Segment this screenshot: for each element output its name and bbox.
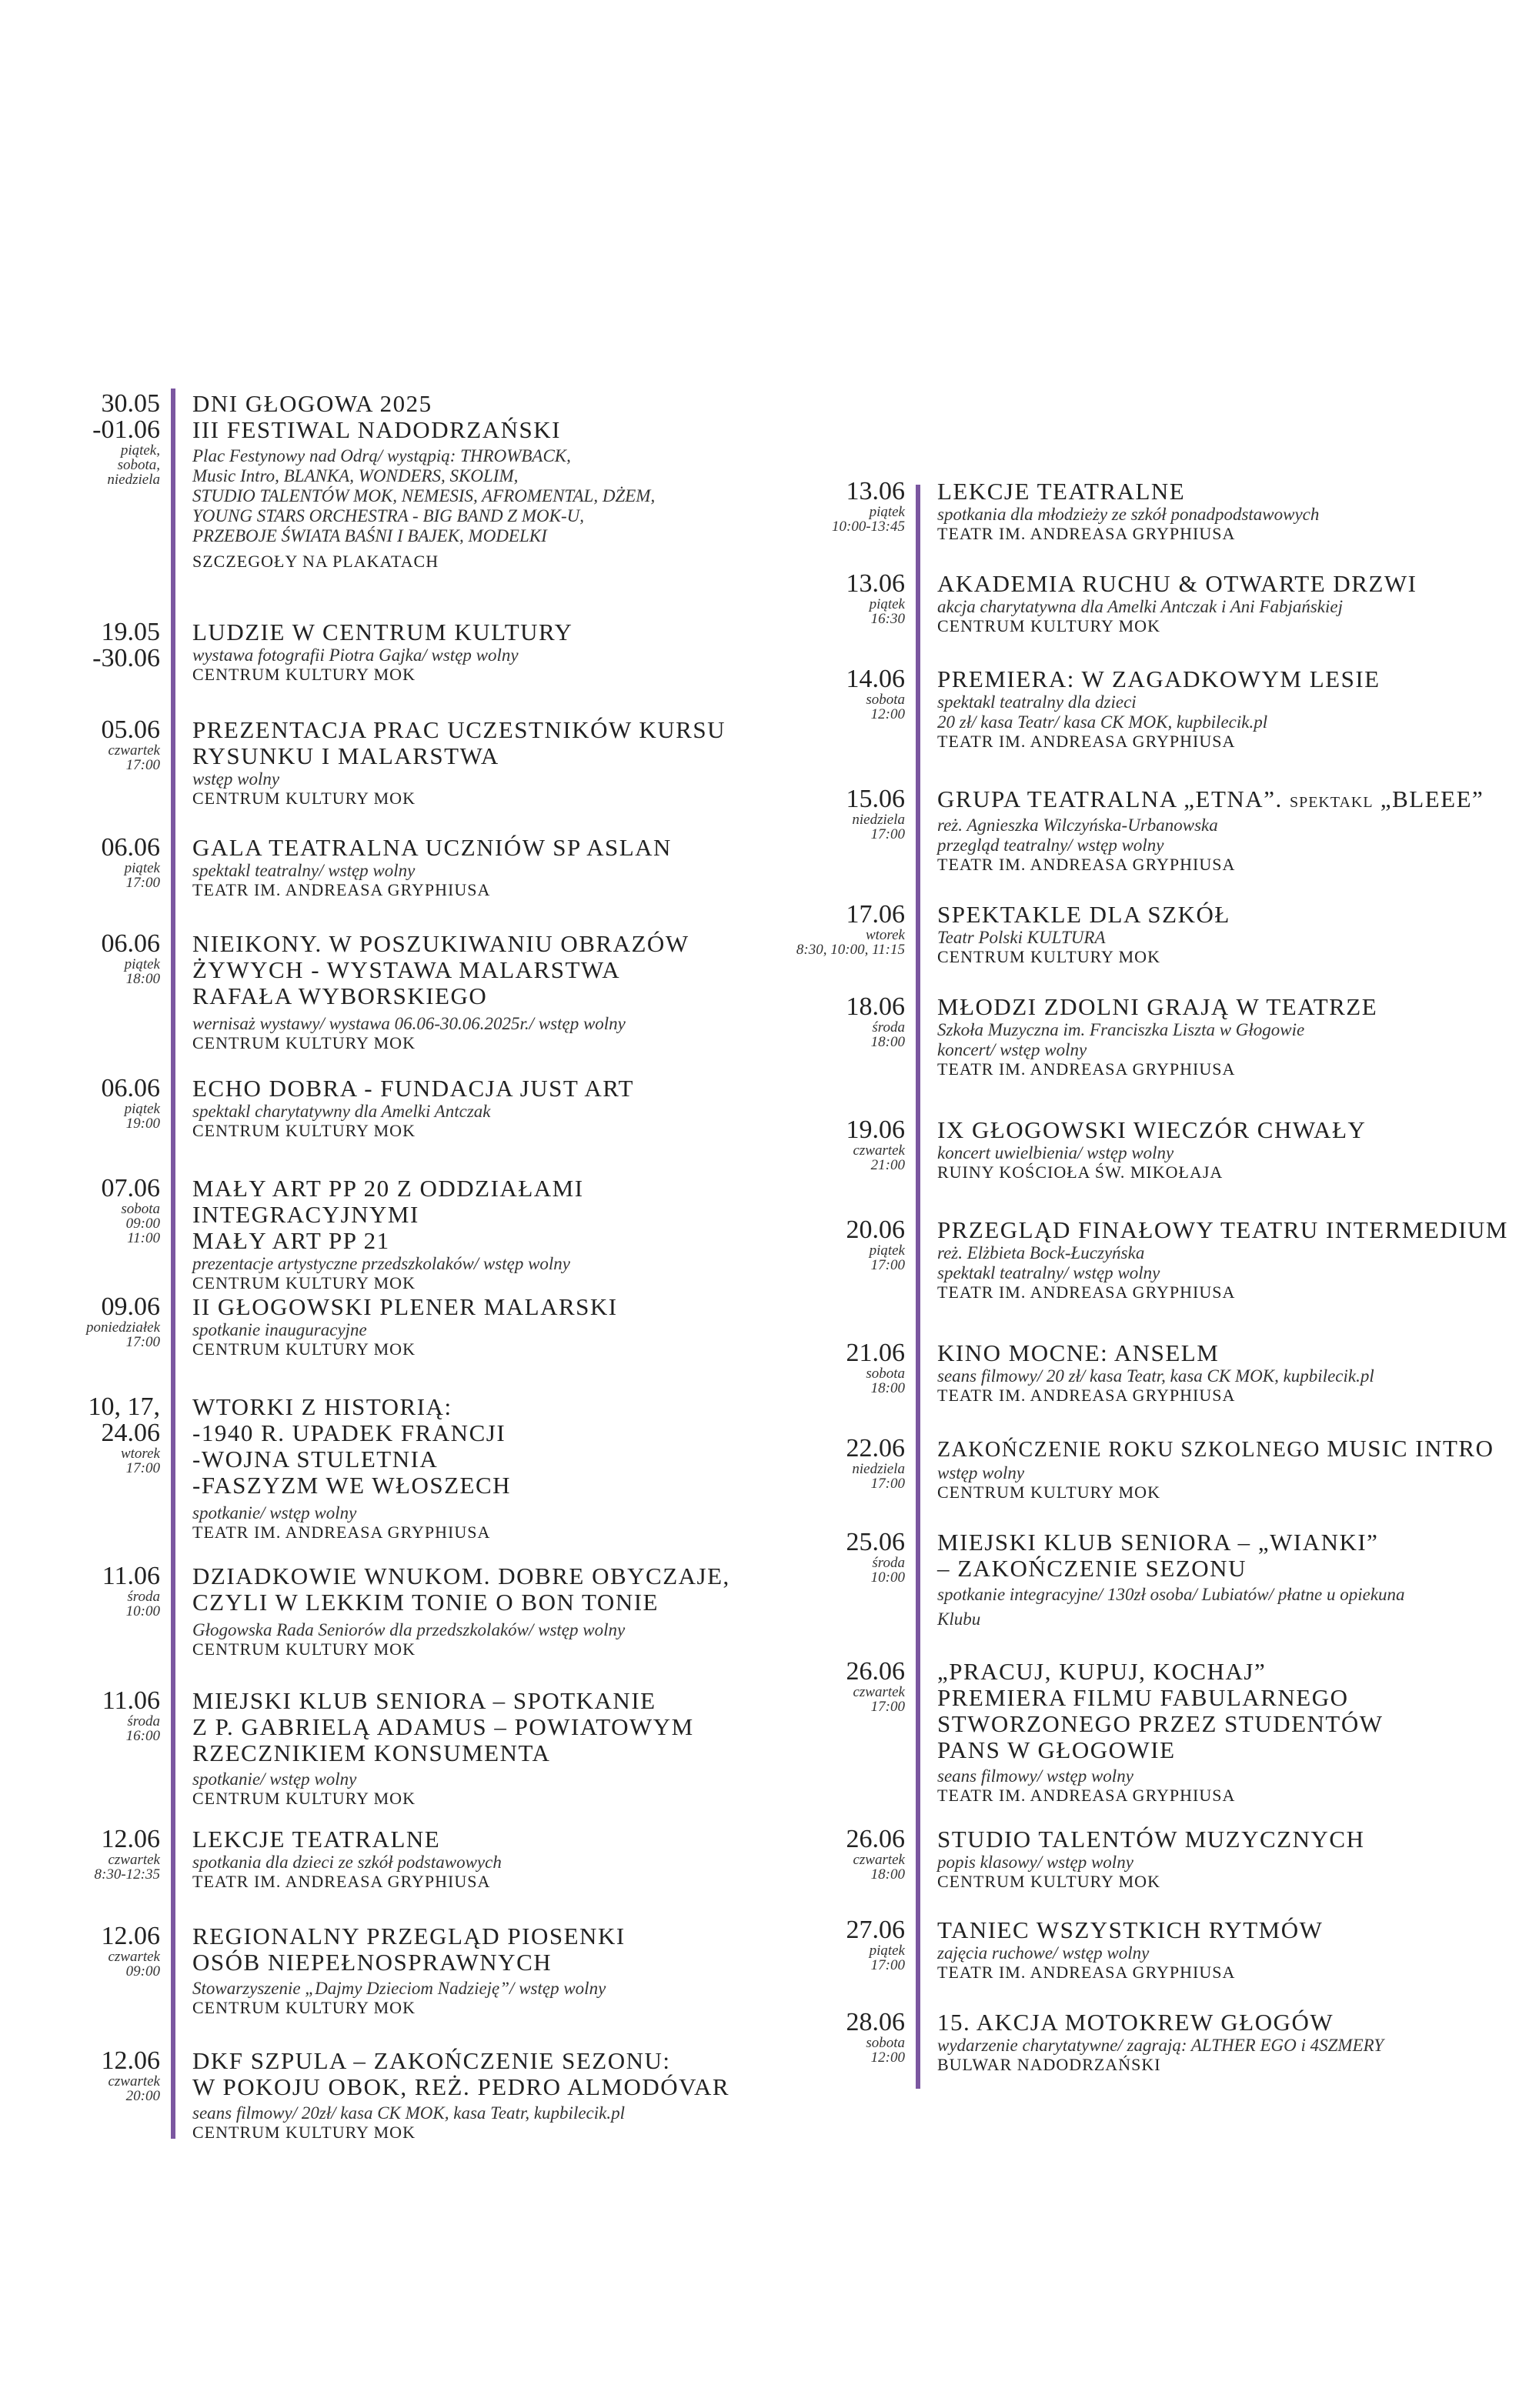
event-time: 16:00 (125, 1728, 160, 1744)
event-weekday: sobota (866, 2035, 905, 2051)
event-subtitle: spotkanie/ wstęp wolny (192, 1503, 357, 1523)
event-place: TEATR IM. ANDREASA GRYPHIUSA (937, 732, 1236, 751)
event-time: 20:00 (125, 2088, 160, 2104)
event-date: 13.06 (846, 477, 905, 505)
event-place: TEATR IM. ANDREASA GRYPHIUSA (192, 880, 491, 899)
event-date-block (0, 1436, 905, 1491)
event-date: 11.06 (102, 1562, 160, 1590)
event-date-block (0, 1217, 905, 1272)
event-subtitle: Teatr Polski KULTURA (937, 928, 1106, 947)
event-subtitle: prezentacje artystyczne przedszkolaków/ wstęp wolny (192, 1254, 571, 1273)
event-subtitle: Plac Festynowy nad Odrą/ wystąpią: THROWBACK, (192, 446, 571, 465)
event-title: – ZAKOŃCZENIE SEZONU (937, 1555, 1247, 1582)
event-weekday: wtorek (865, 927, 905, 943)
event-body (937, 1529, 1530, 1629)
event-title: PANS W GŁOGOWIE (937, 1736, 1176, 1763)
event-subtitle: seans filmowy/ 20 zł/ kasa Teatr, kasa CK MOK, kupbilecik.pl (937, 1366, 1374, 1386)
event-title-end: „BLEEE” (1380, 785, 1484, 812)
event-date-block (0, 1529, 905, 1585)
event-body (937, 1117, 1530, 1182)
event-title: „PRACUJ, KUPUJ, KOCHAJ” (937, 1658, 1267, 1685)
event-subtitle: spektakl charytatywny dla Amelki Antczak (192, 1102, 491, 1121)
event-subtitle: koncert uwielbienia/ wstęp wolny (937, 1143, 1174, 1162)
event-time: 18:00 (870, 1380, 905, 1396)
event-title: RAFAŁA WYBORSKIEGO (192, 982, 488, 1009)
event-time: 17:00 (870, 1957, 905, 1973)
event-title: PREMIERA FILMU FABULARNEGO (937, 1684, 1349, 1711)
event-title (937, 786, 1530, 815)
event-subtitle: spotkanie/ wstęp wolny (192, 1769, 357, 1789)
event-weekday: czwartek (108, 1852, 160, 1868)
event-time: 19:00 (125, 1116, 160, 1132)
event-weekday: środa (872, 1019, 905, 1036)
event-subtitle: zajęcia ruchowe/ wstęp wolny (937, 1943, 1150, 1963)
event-weekday: piątek, (120, 442, 160, 459)
event-body (937, 786, 1530, 874)
event-title: LEKCJE TEATRALNE (192, 1826, 441, 1853)
event-title: -1940 R. UPADEK FRANCJI (192, 1419, 506, 1446)
event-place: SZCZEGOŁY NA PLAKATACH (192, 552, 439, 571)
event-title: CZYLI W LEKKIM TONIE O BON TONIE (192, 1589, 659, 1616)
event-time: 10:00 (125, 1603, 160, 1619)
event-title: GALA TEATRALNA UCZNIÓW SP ASLAN (192, 834, 672, 861)
event-date-block (0, 1659, 905, 1714)
event-date-block (0, 1340, 905, 1396)
event-date: 20.06 (846, 1216, 905, 1244)
event-subtitle: reż. Agnieszka Wilczyńska-Urbanowska (937, 815, 1218, 835)
event-body (937, 994, 1530, 1079)
event-weekday: czwartek (108, 2073, 160, 2089)
event-weekday: piątek (869, 596, 905, 612)
event-date: 06.06 (101, 1074, 160, 1102)
event-time: 17:00 (870, 826, 905, 842)
event-date-block (0, 786, 905, 842)
event-date: 17.06 (846, 900, 905, 929)
event-date: 30.05 (101, 389, 160, 418)
event-title: REGIONALNY PRZEGLĄD PIOSENKI (192, 1923, 626, 1949)
event-time: 17:00 (125, 1334, 160, 1350)
event-title: MIEJSKI KLUB SENIORA – „WIANKI” (937, 1529, 1379, 1556)
event-title: AKADEMIA RUCHU & OTWARTE DRZWI (937, 570, 1417, 597)
event-subtitle: YOUNG STARS ORCHESTRA - BIG BAND Z MOK-U, (192, 506, 584, 525)
event-date-block (0, 1117, 905, 1172)
event-place: TEATR IM. ANDREASA GRYPHIUSA (937, 524, 1236, 543)
event-subtitle: spotkania dla dzieci ze szkół podstawowych (192, 1853, 502, 1872)
event-date: 15.06 (846, 785, 905, 813)
event-place: CENTRUM KULTURY MOK (937, 616, 1160, 635)
event-weekday: sobota, (117, 457, 160, 473)
event-title-small: SPEKTAKL (1289, 794, 1374, 811)
event-weekday: sobota (121, 1201, 160, 1217)
event-subtitle: 20 zł/ kasa Teatr/ kasa CK MOK, kupbilecik.pl (937, 712, 1268, 732)
event-date: 07.06 (101, 1174, 160, 1202)
event-date: 10, 17, (88, 1392, 160, 1421)
event-body (192, 835, 777, 899)
event-title: ŻYWYCH - WYSTAWA MALARSTWA (192, 956, 621, 983)
event-date: 19.05 (101, 618, 160, 646)
event-date-end: 24.06 (101, 1419, 160, 1447)
event-subtitle: spektakl teatralny/ wstęp wolny (937, 1263, 1160, 1282)
event-subtitle: przegląd teatralny/ wstęp wolny (937, 835, 1164, 855)
event-subtitle: Szkoła Muzyczna im. Franciszka Liszta w Głogowie (937, 1020, 1305, 1039)
event-date: 26.06 (846, 1657, 905, 1686)
event-place: TEATR IM. ANDREASA GRYPHIUSA (937, 1963, 1236, 1982)
event-title: LUDZIE W CENTRUM KULTURY (192, 619, 573, 645)
event-title: STWORZONEGO PRZEZ STUDENTÓW (937, 1710, 1384, 1737)
event-date-block (0, 1826, 905, 1882)
event-title: W POKOJU OBOK, REŻ. PEDRO ALMODÓVAR (192, 2073, 730, 2100)
event-title: Z P. GABRIELĄ ADAMUS – POWIATOWYM (192, 1713, 694, 1740)
event-date: 09.06 (101, 1292, 160, 1321)
event-date: 14.06 (846, 665, 905, 693)
event-body (937, 1826, 1530, 1891)
event-weekday: czwartek (853, 1142, 905, 1159)
event-place: CENTRUM KULTURY MOK (192, 665, 416, 684)
event-title-main: GRUPA TEATRALNA „ETNA”. (937, 785, 1283, 812)
event-subtitle: wstęp wolny (937, 1463, 1025, 1482)
event-date: 12.06 (101, 1922, 160, 1950)
event-weekday: wtorek (120, 1446, 160, 1462)
event-subtitle: seans filmowy/ 20zł/ kasa CK MOK, kasa Teatr, kupbilecik.pl (192, 2103, 625, 2123)
event-title: SPEKTAKLE DLA SZKÓŁ (937, 901, 1230, 928)
event-title: RZECZNIKIEM KONSUMENTA (192, 1739, 551, 1766)
event-title: PREMIERA: W ZAGADKOWYM LESIE (937, 665, 1380, 692)
event-place: CENTRUM KULTURY MOK (192, 789, 416, 808)
event-date: 18.06 (846, 992, 905, 1021)
event-date: 19.06 (846, 1116, 905, 1144)
event-subtitle: Stowarzyszenie „Dajmy Dzieciom Nadzieję”/ wstęp wolny (192, 1979, 606, 1998)
event-title: STUDIO TALENTÓW MUZYCZNYCH (937, 1826, 1365, 1853)
event-date: 12.06 (101, 1825, 160, 1853)
event-weekday: niedziela (852, 812, 905, 828)
event-title (937, 1436, 1530, 1463)
event-weekday: piątek (124, 860, 160, 876)
event-title: PREZENTACJA PRAC UCZESTNIKÓW KURSU (192, 716, 726, 743)
event-title: MAŁY ART PP 21 (192, 1227, 390, 1254)
event-date: 26.06 (846, 1825, 905, 1853)
event-place: CENTRUM KULTURY MOK (192, 1339, 416, 1359)
event-subtitle: wystawa fotografii Piotra Gajka/ wstęp wolny (192, 645, 519, 665)
event-date-block (0, 994, 905, 1049)
event-time: 17:00 (125, 1460, 160, 1476)
event-place: CENTRUM KULTURY MOK (937, 947, 1160, 966)
event-place: CENTRUM KULTURY MOK (192, 1273, 416, 1292)
event-weekday: piątek (869, 1943, 905, 1959)
event-place: TEATR IM. ANDREASA GRYPHIUSA (192, 1872, 491, 1891)
event-date-block (0, 479, 905, 534)
event-weekday: niedziela (107, 472, 160, 488)
event-time: 17:00 (870, 1476, 905, 1492)
event-body (937, 571, 1530, 635)
event-date: 25.06 (846, 1528, 905, 1556)
event-title: DKF SZPULA – ZAKOŃCZENIE SEZONU: (192, 2047, 671, 2074)
event-time: 17:00 (125, 757, 160, 773)
event-subtitle: seans filmowy/ wstęp wolny (937, 1766, 1133, 1786)
event-body (937, 1917, 1530, 1982)
event-place: CENTRUM KULTURY MOK (192, 1639, 416, 1659)
event-body (937, 666, 1530, 751)
event-date-block (0, 571, 905, 626)
event-weekday: czwartek (108, 742, 160, 759)
event-place: CENTRUM KULTURY MOK (192, 1033, 416, 1052)
event-weekday: czwartek (853, 1684, 905, 1700)
event-body (937, 479, 1530, 543)
event-title: -FASZYZM WE WŁOSZECH (192, 1472, 512, 1499)
event-title: IX GŁOGOWSKI WIECZÓR CHWAŁY (937, 1116, 1367, 1143)
event-weekday: środa (127, 1713, 160, 1729)
event-date-block (0, 717, 160, 772)
event-time: 12:00 (870, 706, 905, 722)
event-time: 12:00 (870, 2049, 905, 2066)
event-time: 18:00 (870, 1034, 905, 1050)
event-title: OSÓB NIEPEŁNOSPRAWNYCH (192, 1949, 553, 1976)
event-subtitle: reż. Elżbieta Bock-Łuczyńska (937, 1243, 1145, 1262)
event-weekday: czwartek (108, 1949, 160, 1965)
event-time: 17:00 (870, 1699, 905, 1715)
event-weekday: piątek (124, 956, 160, 972)
event-body (937, 1659, 1530, 1805)
event-weekday: sobota (866, 1366, 905, 1382)
event-place: CENTRUM KULTURY MOK (192, 1789, 416, 1808)
event-date: 11.06 (102, 1686, 160, 1715)
event-place: RUINY KOŚCIOŁA ŚW. MIKOŁAJA (937, 1162, 1224, 1182)
event-subtitle: spotkanie integracyjne/ 130zł osoba/ Lubiatów/ płatne u opiekuna (937, 1585, 1405, 1604)
event-time: 16:30 (870, 611, 905, 627)
event-body (937, 2009, 1530, 2074)
event-weekday: środa (872, 1555, 905, 1571)
event-date: 12.06 (101, 2046, 160, 2075)
event-weekday: niedziela (852, 1461, 905, 1477)
event-date-block (0, 2009, 905, 2065)
event-subtitle: PRZEBOJE ŚWIATA BAŚNI I BAJEK, MODELKI (192, 526, 547, 545)
event-time: 09:00 (125, 1216, 160, 1232)
event-subtitle: Klubu (937, 1609, 981, 1629)
event-weekday: piątek (869, 504, 905, 520)
event-subtitle: koncert/ wstęp wolny (937, 1040, 1087, 1059)
event-subtitle: spotkanie inauguracyjne (192, 1320, 367, 1339)
event-date: 27.06 (846, 1916, 905, 1944)
event-time: 10:00 (870, 1569, 905, 1586)
event-place: CENTRUM KULTURY MOK (192, 1121, 416, 1140)
event-time: 8:30-12:35 (94, 1866, 160, 1883)
event-place: TEATR IM. ANDREASA GRYPHIUSA (937, 1282, 1236, 1302)
event-date-block (0, 1917, 905, 1973)
event-subtitle: wstęp wolny (192, 769, 280, 789)
event-date: 22.06 (846, 1434, 905, 1462)
event-place: TEATR IM. ANDREASA GRYPHIUSA (937, 1386, 1236, 1405)
event-date: 06.06 (101, 929, 160, 958)
event-title: PRZEGLĄD FINAŁOWY TEATRU INTERMEDIUM (937, 1216, 1508, 1243)
event-time: 09:00 (125, 1963, 160, 1979)
event-title: MŁODZI ZDOLNI GRAJĄ W TEATRZE (937, 993, 1378, 1020)
event-title: DNI GŁOGOWA 2025 (192, 390, 432, 417)
event-title: II GŁOGOWSKI PLENER MALARSKI (192, 1293, 618, 1320)
event-time: 21:00 (870, 1157, 905, 1173)
event-title: TANIEC WSZYSTKICH RYTMÓW (937, 1916, 1324, 1943)
event-subtitle: wernisaż wystawy/ wystawa 06.06-30.06.2025r./ wstęp wolny (192, 1014, 626, 1033)
event-date-end: -30.06 (92, 644, 160, 672)
event-date: 13.06 (846, 569, 905, 598)
event-date-end: -01.06 (92, 415, 160, 444)
event-body (937, 902, 1530, 966)
event-date-block (0, 391, 160, 487)
event-date: 21.06 (846, 1339, 905, 1367)
right-divider-line (916, 485, 920, 2089)
event-subtitle: Music Intro, BLANKA, WONDERS, SKOLIM, (192, 466, 519, 485)
event-weekday: sobota (866, 692, 905, 708)
event-title: MIEJSKI KLUB SENIORA – SPOTKANIE (192, 1687, 656, 1714)
event-time: 18:00 (870, 1866, 905, 1883)
event-subtitle: spektakl teatralny dla dzieci (937, 692, 1137, 712)
event-subtitle: popis klasowy/ wstęp wolny (937, 1853, 1133, 1872)
event-time: 18:00 (125, 971, 160, 987)
event-place: BULWAR NADODRZAŃSKI (937, 2055, 1161, 2074)
event-title-end: MUSIC INTRO (1327, 1435, 1494, 1462)
event-date-block (0, 835, 160, 890)
event-weekday: piątek (869, 1242, 905, 1259)
event-place: TEATR IM. ANDREASA GRYPHIUSA (192, 1523, 491, 1542)
event-body (937, 1340, 1530, 1405)
event-place: CENTRUM KULTURY MOK (937, 1482, 1160, 1502)
event-time: 10:00-13:45 (832, 519, 905, 535)
event-body (937, 1217, 1530, 1302)
event-title: KINO MOCNE: ANSELM (937, 1339, 1220, 1366)
event-subtitle: wydarzenie charytatywne/ zagrają: ALTHER EGO i 4SZMERY (937, 2036, 1384, 2055)
event-title: LEKCJE TEATRALNE (937, 478, 1186, 505)
event-time: 17:00 (870, 1257, 905, 1273)
event-weekday: środa (127, 1589, 160, 1605)
event-title: MAŁY ART PP 20 Z ODDZIAŁAMI INTEGRACYJNYMI (192, 1175, 584, 1228)
event-time: 17:00 (125, 875, 160, 891)
event-place: CENTRUM KULTURY MOK (937, 1872, 1160, 1891)
event-place: TEATR IM. ANDREASA GRYPHIUSA (937, 1786, 1236, 1805)
event-time: 8:30, 10:00, 11:15 (796, 942, 905, 958)
event-weekday: czwartek (853, 1852, 905, 1868)
event-place: CENTRUM KULTURY MOK (192, 1998, 416, 2017)
event-date-block (0, 619, 160, 672)
event-date: 28.06 (846, 2008, 905, 2036)
event-body (937, 1436, 1530, 1502)
event-title: DZIADKOWIE WNUKOM. DOBRE OBYCZAJE, (192, 1563, 730, 1589)
event-date: 06.06 (101, 833, 160, 862)
event-title: III FESTIWAL NADODRZAŃSKI (192, 416, 561, 443)
event-place: TEATR IM. ANDREASA GRYPHIUSA (937, 855, 1236, 874)
event-place: TEATR IM. ANDREASA GRYPHIUSA (937, 1059, 1236, 1079)
event-title: WTORKI Z HISTORIĄ: (192, 1393, 452, 1420)
event-place: CENTRUM KULTURY MOK (192, 2123, 416, 2142)
event-subtitle: Głogowska Rada Seniorów dla przedszkolaków/ wstęp wolny (192, 1620, 626, 1639)
event-subtitle: spotkania dla młodzieży ze szkół ponadpodstawowych (937, 505, 1320, 524)
event-subtitle: akcja charytatywna dla Amelki Antczak i Ani Fabjańskiej (937, 597, 1343, 616)
event-title: -WOJNA STULETNIA (192, 1446, 439, 1472)
event-time: 11:00 (127, 1230, 160, 1246)
event-date: 05.06 (101, 715, 160, 744)
event-title-main: ZAKOŃCZENIE ROKU SZKOLNEGO (937, 1438, 1320, 1462)
event-date-block (0, 902, 905, 957)
event-title: NIEIKONY. W POSZUKIWANIU OBRAZÓW (192, 930, 689, 957)
event-title: 15. AKCJA MOTOKREW GŁOGÓW (937, 2009, 1334, 2036)
event-weekday: poniedziałek (85, 1319, 160, 1336)
event-title: RYSUNKU I MALARSTWA (192, 742, 499, 769)
event-subtitle: STUDIO TALENTÓW MOK, NEMESIS, AFROMENTAL, DŻEM, (192, 486, 656, 505)
event-title: ECHO DOBRA - FUNDACJA JUST ART (192, 1075, 634, 1102)
event-weekday: piątek (124, 1101, 160, 1117)
event-date-block (0, 666, 905, 722)
event-subtitle: spektakl teatralny/ wstęp wolny (192, 861, 416, 880)
